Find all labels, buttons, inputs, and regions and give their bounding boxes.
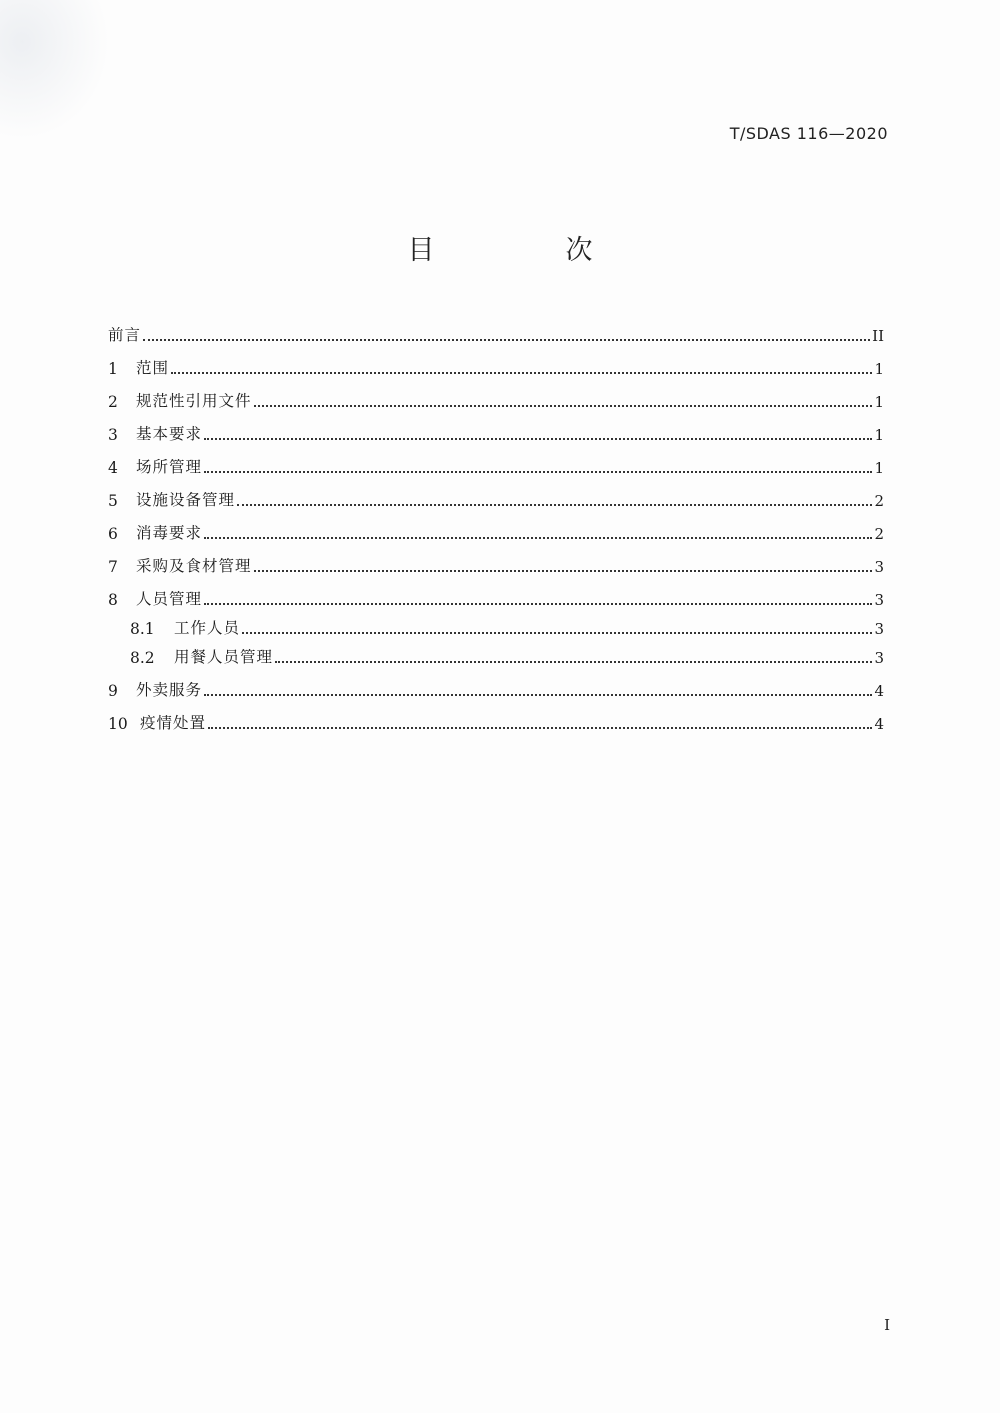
dot-leader: [242, 632, 872, 634]
toc-entry-label: 工作人员: [174, 619, 241, 637]
toc-entry-page: 2: [874, 525, 884, 543]
page-number: I: [884, 1316, 890, 1334]
dot-leader: [143, 339, 870, 341]
toc-entry-number: 5: [108, 492, 118, 510]
toc-entry-label: 基本要求: [136, 425, 203, 443]
toc-entry-label: 设施设备管理: [136, 491, 236, 509]
toc-title: 目 次: [407, 235, 645, 266]
toc-entry-page: 1: [874, 393, 884, 411]
toc-entry-page: 1: [874, 426, 884, 444]
dot-leader: [204, 537, 872, 539]
toc-entry-number: 8.2: [130, 649, 155, 667]
toc-entry-procurement[interactable]: [108, 543, 884, 576]
toc-entry-diners[interactable]: [108, 638, 884, 667]
toc-entry-number: 3: [108, 426, 118, 444]
toc-entry-label: 场所管理: [136, 458, 203, 476]
toc-entry-epidemic-response[interactable]: [108, 700, 884, 733]
toc-entry-takeout[interactable]: [108, 667, 884, 700]
toc-entry-label: 采购及食材管理: [136, 557, 252, 575]
toc-entry-page: 2: [874, 492, 884, 510]
dot-leader: [275, 661, 872, 663]
toc-entry-page: II: [872, 327, 884, 345]
toc-entry-label: 疫情处置: [140, 714, 207, 732]
toc-entry-page: 4: [874, 715, 884, 733]
toc-entry-page: 4: [874, 682, 884, 700]
toc-entry-number: 2: [108, 393, 118, 411]
toc-entry-number: 10: [108, 715, 128, 733]
toc-entry-personnel[interactable]: [108, 576, 884, 609]
toc-entry-label: 人员管理: [136, 590, 203, 608]
toc-entry-page: 1: [874, 360, 884, 378]
toc-entry-venue-management[interactable]: [108, 444, 884, 477]
toc-entry-number: 9: [108, 682, 118, 700]
toc-entry-page: 3: [874, 558, 884, 576]
dot-leader: [204, 694, 872, 696]
dot-leader: [171, 372, 872, 374]
toc-entry-foreword[interactable]: [108, 312, 884, 345]
toc-entry-number: 6: [108, 525, 118, 543]
dot-leader: [254, 405, 872, 407]
dot-leader: [204, 603, 872, 605]
toc-entry-staff[interactable]: [108, 609, 884, 638]
dot-leader: [254, 570, 872, 572]
toc-entry-label: 消毒要求: [136, 524, 203, 542]
toc-entry-number: 8.1: [130, 620, 155, 638]
toc-entry-label: 规范性引用文件: [136, 392, 252, 410]
dot-leader: [208, 727, 872, 729]
toc-entry-number: 4: [108, 459, 118, 477]
toc-entry-number: 8: [108, 591, 118, 609]
toc-entry-label: 前言: [108, 326, 142, 344]
toc-entry-label: 范围: [136, 359, 170, 377]
dot-leader: [237, 504, 872, 506]
toc-entry-page: 1: [874, 459, 884, 477]
toc-entry-page: 3: [874, 649, 884, 667]
toc-entry-facility-management[interactable]: [108, 477, 884, 510]
toc-entry-page: 3: [874, 620, 884, 638]
document-code: T/SDAS 116—2020: [729, 124, 888, 143]
toc-entry-page: 3: [874, 591, 884, 609]
toc-entry-basic-requirements[interactable]: [108, 411, 884, 444]
toc-entry-normative-references[interactable]: [108, 378, 884, 411]
toc-entry-number: 7: [108, 558, 118, 576]
toc-entry-label: 用餐人员管理: [174, 648, 274, 666]
dot-leader: [204, 471, 872, 473]
toc-entry-scope[interactable]: [108, 345, 884, 378]
toc-entry-disinfection[interactable]: [108, 510, 884, 543]
toc-entry-label: 外卖服务: [136, 681, 203, 699]
dot-leader: [204, 438, 872, 440]
toc-entry-number: 1: [108, 360, 118, 378]
table-of-contents: [108, 312, 884, 733]
scan-shadow: [0, 0, 110, 140]
